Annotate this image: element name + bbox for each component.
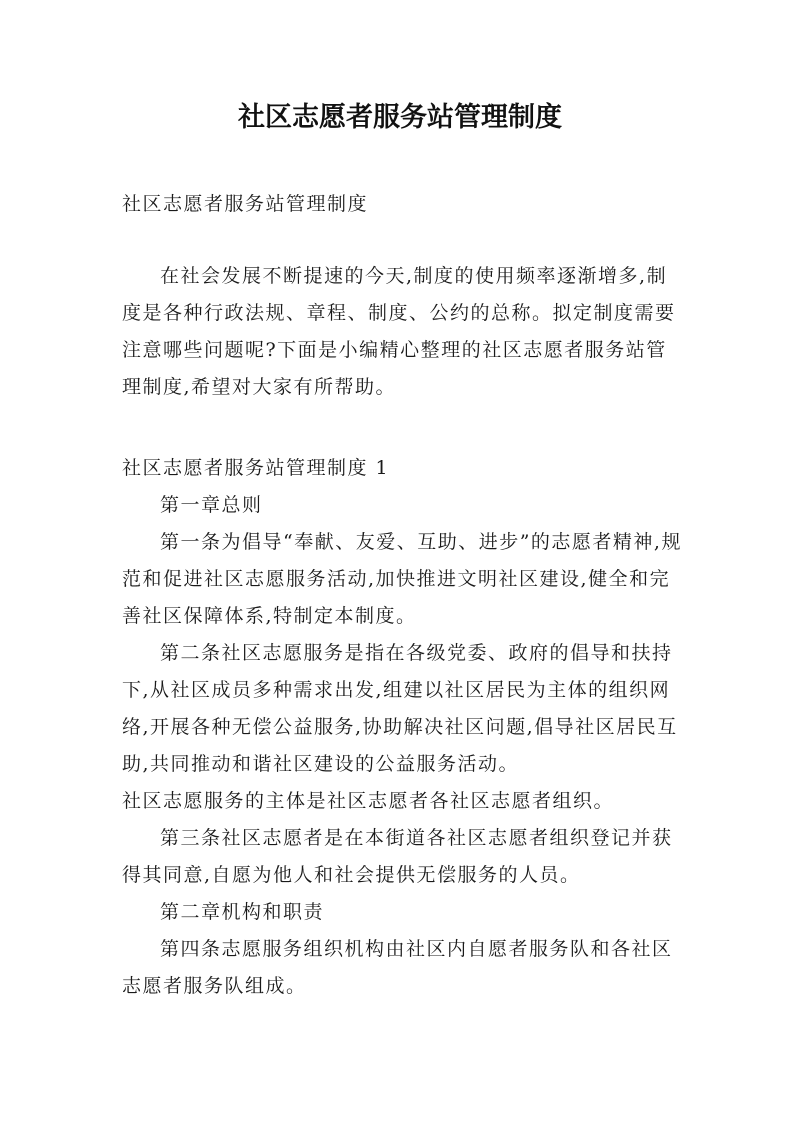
body-paragraph: 第四条志愿服务组织机构由社区内自愿者服务队和各社区志愿者服务队组成。 [122,938,673,997]
section-title: 社区志愿者服务站管理制度 1 [122,457,390,479]
document-subtitle: 社区志愿者服务站管理制度 [122,193,369,215]
document-title: 社区志愿者服务站管理制度 [238,102,562,133]
body-paragraph: 第二条社区志愿服务是指在各级党委、政府的倡导和扶持下,从社区成员多种需求出发,组建以社区居民为主体的组织网络,开展各种无偿公益服务,协助解决社区问题,倡导社区居民互助,共同推动和谐社区建设的公益服务活动。 [122,642,678,775]
intro-paragraph: 在社会发展不断提速的今天,制度的使用频率逐渐增多,制度是各种行政法规、章程、制度、公约的总称。拟定制度需要注意哪些问题呢?下面是小编精心整理的社区志愿者服务站管理制度,希望对大家有所帮助。 [122,265,676,398]
body-paragraph: 第一条为倡导“奉献、友爱、互助、进步”的志愿者精神,规范和促进社区志愿服务活动,加快推进文明社区建设,健全和完善社区保障体系,特制定本制度。 [122,531,682,627]
chapter-heading: 第一章总则 [160,494,263,516]
body-paragraph: 第三条社区志愿者是在本街道各社区志愿者组织登记并获得其同意,自愿为他人和社会提供无偿服务的人员。 [122,827,673,886]
body-paragraph: 社区志愿服务的主体是社区志愿者各社区志愿者组织。 [122,790,615,812]
chapter-heading: 第二章机构和职责 [160,901,325,923]
document-body [122,487,682,1005]
